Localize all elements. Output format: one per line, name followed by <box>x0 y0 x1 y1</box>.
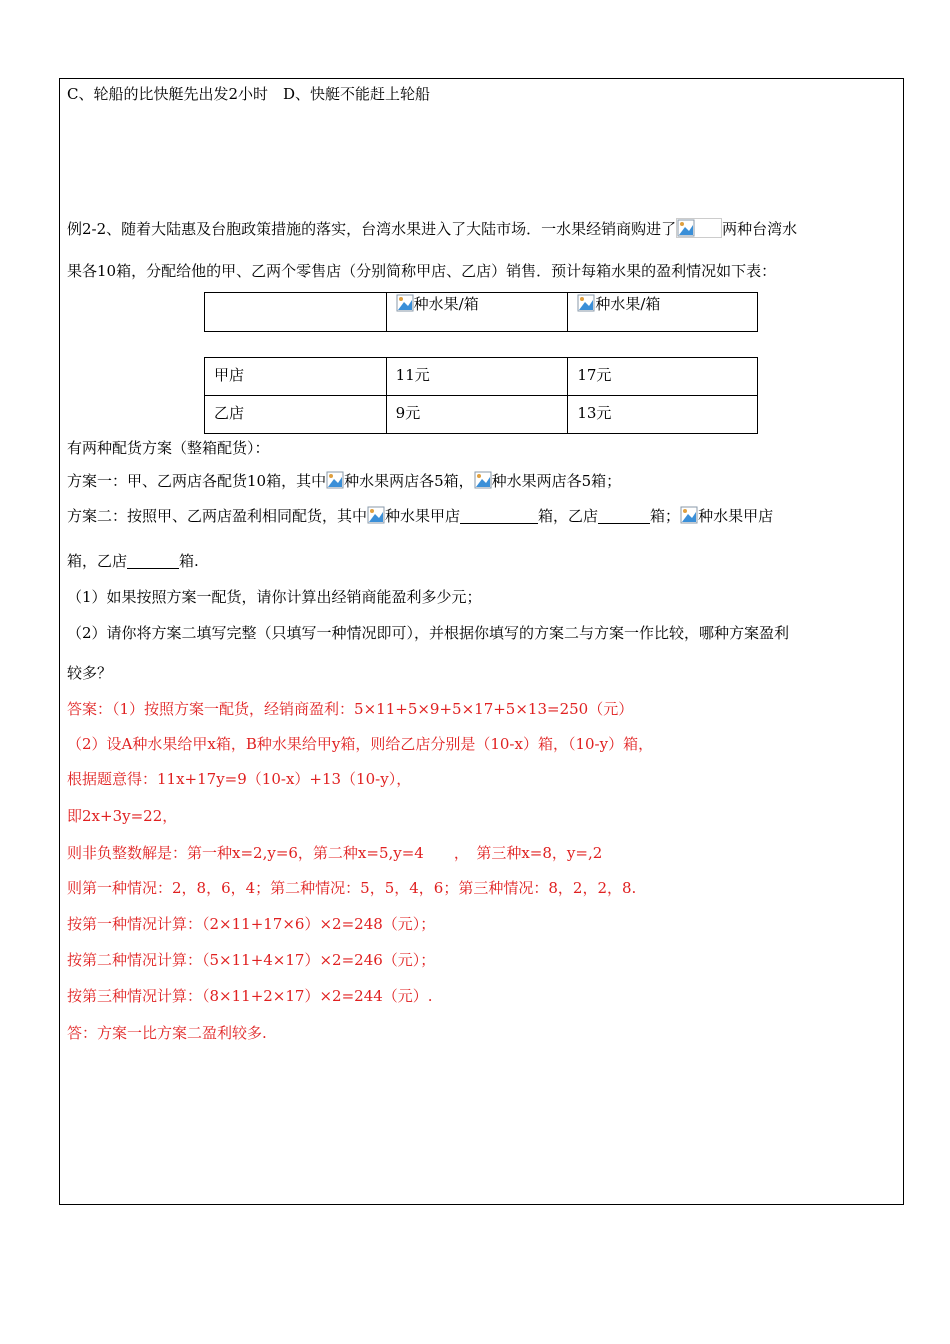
plan-two-line-2: 箱，乙店 箱. <box>67 552 199 570</box>
fill-blank[interactable] <box>460 507 538 524</box>
example-intro-line-2: 果各10箱，分配给他的甲、乙两个零售店（分别简称甲店、乙店）销售．预计每箱水果的盈利情况如下表： <box>67 262 777 280</box>
answer-line: 即2x+3y=22， <box>67 807 178 825</box>
header-table <box>204 292 758 332</box>
example-intro-line: 例2-2、随着大陆惠及台胞政策措施的落实，台湾水果进入了大陆市场．一水果经销商购进了 两种台湾水 <box>67 220 798 238</box>
answer-line: 根据题意得：11x+17y=9（10-x）+13（10-y）， <box>67 770 412 788</box>
answer-line: 则第一种情况：2，8，6，4；第二种情况：5，5，4，6；第三种情况：8，2，2，8. <box>67 879 637 897</box>
broken-image-icon <box>367 506 385 524</box>
broken-image-icon <box>577 294 595 312</box>
header-cell-empty <box>205 293 387 332</box>
answer-line: 按第二种情况计算：（5×11+4×17）×2=246（元）； <box>67 951 436 969</box>
profit-table <box>204 357 758 434</box>
table-cell-a: 9元 <box>386 396 568 434</box>
table-cell-b: 13元 <box>568 396 758 434</box>
broken-image-icon <box>680 506 698 524</box>
table-cell-store: 乙店 <box>205 396 387 434</box>
table-cell-b: 17元 <box>568 358 758 396</box>
option-line: C、轮船的比快艇先出发2小时 D、快艇不能赶上轮船 <box>67 85 431 103</box>
table-cell-a: 11元 <box>386 358 568 396</box>
table-cell-store: 甲店 <box>205 358 387 396</box>
table-row <box>205 358 758 396</box>
fill-blank[interactable] <box>598 507 650 524</box>
answer-line: 则非负整数解是：第一种x=2,y=6，第二种x=5,y=4 ， 第三种x=8，y=,2 <box>67 844 603 862</box>
plan-two-line: 方案二：按照甲、乙两店盈利相同配货，其中 种水果甲店 箱，乙店 箱； 种水果甲店 <box>67 507 774 525</box>
header-cell-a: 种水果/箱 <box>386 293 568 332</box>
broken-image-icon <box>676 218 722 238</box>
broken-image-icon <box>474 471 492 489</box>
question-1: （1）如果按照方案一配货，请你计算出经销商能盈利多少元； <box>67 588 482 606</box>
plan-one-line: 方案一：甲、乙两店各配货10箱，其中 种水果两店各5箱， 种水果两店各5箱； <box>67 472 622 490</box>
answer-line: 答案：（1）按照方案一配货，经销商盈利：5×11+5×9+5×17+5×13=250（元） <box>67 700 634 718</box>
answer-line: （2）设A种水果给甲x箱，B种水果给甲y箱，则给乙店分别是（10-x）箱，（10-y）箱， <box>67 735 654 753</box>
fill-blank[interactable] <box>127 552 179 569</box>
answer-line: 答：方案一比方案二盈利较多. <box>67 1024 267 1042</box>
plans-heading: 有两种配货方案（整箱配货）： <box>67 439 270 457</box>
answer-line: 按第一种情况计算：（2×11+17×6）×2=248（元）； <box>67 915 436 933</box>
question-2-cont: 较多？ <box>67 664 113 682</box>
answer-line: 按第三种情况计算：（8×11+2×17）×2=244（元）. <box>67 987 433 1005</box>
table-row <box>205 396 758 434</box>
header-cell-b: 种水果/箱 <box>568 293 758 332</box>
broken-image-icon <box>396 294 414 312</box>
question-2: （2）请你将方案二填写完整（只填写一种情况即可），并根据你填写的方案二与方案一作比较，哪种方案盈利 <box>67 624 790 642</box>
broken-image-icon <box>326 471 344 489</box>
